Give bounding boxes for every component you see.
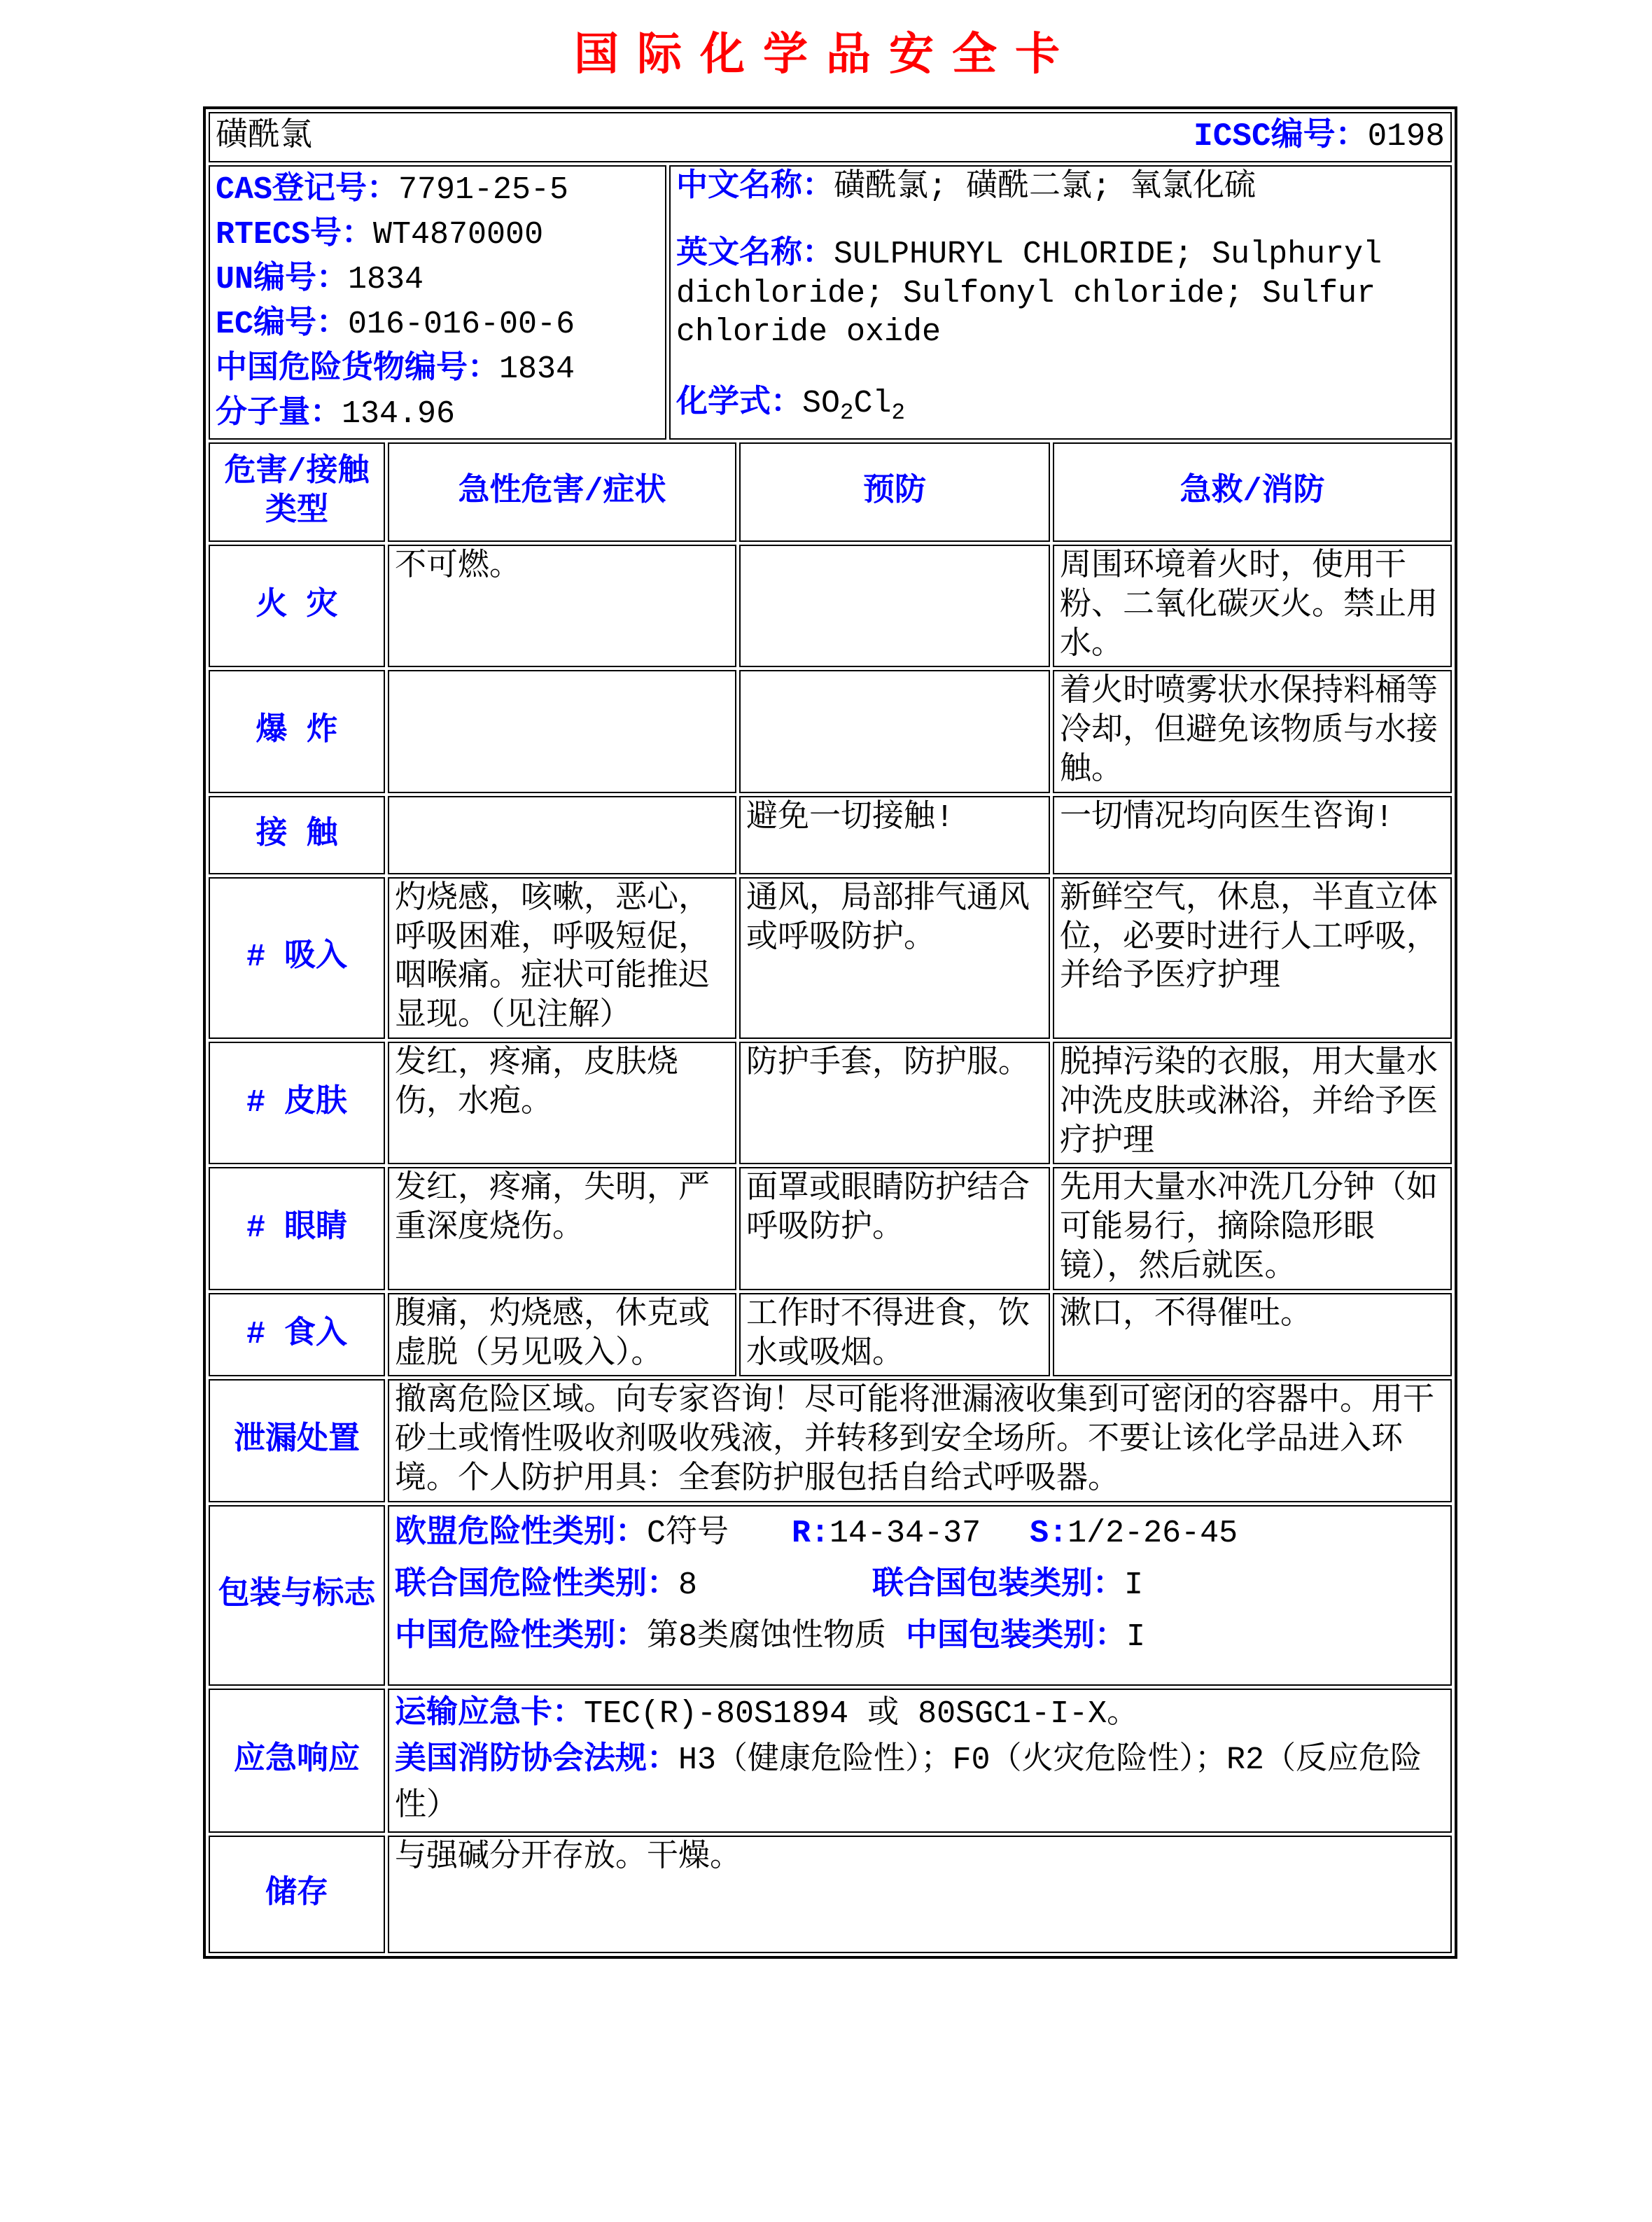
skin-label: # 皮肤: [209, 1042, 385, 1164]
emergency-text: [388, 1689, 1452, 1833]
row-storage: [209, 1836, 1452, 1953]
row-exposure: [209, 796, 1452, 874]
hazard-header-row: [209, 442, 1452, 542]
skin-symptoms: 发红，疼痛，皮肤烧伤，水疱。: [388, 1042, 736, 1164]
inhalation-label: # 吸入: [209, 877, 385, 1039]
row-fire: [209, 545, 1452, 667]
icsc-card: [203, 106, 1457, 1959]
inhalation-response: 新鲜空气，休息，半直立体位，必要时进行人工呼吸，并给予医疗护理: [1053, 877, 1452, 1039]
header-first-aid: 急救/消防: [1053, 442, 1452, 542]
inhalation-prevention: 通风，局部排气通风或呼吸防护。: [739, 877, 1050, 1039]
rtecs-number: RTECS号：WT4870000: [216, 217, 544, 253]
header-hazard-type: 危害/接触类型: [209, 442, 385, 542]
fire-response: 周围环境着火时，使用干粉、二氧化碳灭火。禁止用水。: [1053, 545, 1452, 667]
eyes-prevention: 面罩或眼睛防护结合呼吸防护。: [739, 1167, 1050, 1290]
chemical-formula: 化学式：$SO_2Cl_2$: [676, 386, 905, 426]
card-header-row: [209, 112, 1452, 162]
names-cell: [669, 165, 1452, 440]
skin-prevention: 防护手套，防护服。: [739, 1042, 1050, 1164]
identifiers-cell: [209, 165, 666, 440]
spillage-text: 撤离危险区域。向专家咨询！尽可能将泄漏液收集到可密闭的容器中。用干砂土或惰性吸收剂吸收残液，并转移到安全场所。不要让该化学品进入环境。个人防护用具：全套防护服包括自给式呼吸器。: [388, 1379, 1452, 1502]
exposure-prevention: 避免一切接触!: [739, 796, 1050, 874]
row-skin: [209, 1042, 1452, 1164]
inhalation-symptoms: 灼烧感，咳嗽，恶心，呼吸困难，呼吸短促，咽喉痛。症状可能推迟显现。（见注解）: [388, 877, 736, 1039]
page-title: 国际化学品安全卡: [574, 33, 1078, 83]
row-eyes: [209, 1167, 1452, 1290]
china-dg-number: 中国危险货物编号：1834: [216, 351, 575, 387]
packaging-label: 包装与标志: [209, 1505, 385, 1686]
fire-symptoms: 不可燃。: [388, 545, 736, 667]
icsc-number-value: 0198: [1367, 118, 1445, 155]
chinese-name: 中文名称：磺酰氯; 磺酰二氯; 氧氯化硫: [676, 169, 1256, 205]
eu-hazard-class-line: 欧盟危险性类别：C符号 R:14-34-37 S:1/2-26-45: [395, 1515, 1238, 1551]
explosion-response: 着火时喷雾状水保持料桶等冷却，但避免该物质与水接触。: [1053, 670, 1452, 792]
header-prevention: 预防: [739, 442, 1050, 542]
china-class-line: 中国危险性类别：第8类腐蚀性物质 中国包装类别：I: [395, 1619, 1146, 1655]
substance-name: 磺酰氯: [216, 118, 312, 155]
row-spillage: [209, 1379, 1452, 1502]
exposure-response: 一切情况均向医生咨询!: [1053, 796, 1452, 874]
packaging-text: [388, 1505, 1452, 1686]
fire-label: 火 灾: [209, 545, 385, 667]
ec-number: EC编号：016-016-00-6: [216, 307, 575, 342]
english-name: 英文名称：SULPHURYL CHLORIDE; Sulphuryl dichloride; Sulfonyl chloride; Sulfur chloride oxide: [676, 236, 1382, 351]
spillage-label: 泄漏处置: [209, 1379, 385, 1502]
ingestion-prevention: 工作时不得进食，饮水或吸烟。: [739, 1293, 1050, 1377]
skin-response: 脱掉污染的衣服，用大量水冲洗皮肤或淋浴，并给予医疗护理: [1053, 1042, 1452, 1164]
cas-number: CAS登记号：7791-25-5: [216, 172, 569, 208]
eyes-label: # 眼睛: [209, 1167, 385, 1290]
card-header-cell: [209, 112, 1452, 162]
explosion-symptoms: [388, 670, 736, 792]
info-row: [209, 165, 1452, 440]
eyes-symptoms: 发红，疼痛，失明，严重深度烧伤。: [388, 1167, 736, 1290]
exposure-label: 接 触: [209, 796, 385, 874]
nfpa-line: 美国消防协会法规：H3（健康危险性）；F0（火灾危险性）；R2（反应危险性）: [395, 1742, 1422, 1824]
row-emergency: [209, 1689, 1452, 1833]
header-acute-hazards: 急性危害/症状: [388, 442, 736, 542]
ingestion-label: # 食入: [209, 1293, 385, 1377]
ingestion-symptoms: 腹痛，灼烧感，休克或虚脱（另见吸入）。: [388, 1293, 736, 1377]
storage-label: 储存: [209, 1836, 385, 1953]
exposure-symptoms: [388, 796, 736, 874]
molecular-weight: 分子量：134.96: [216, 396, 456, 432]
row-packaging: [209, 1505, 1452, 1686]
explosion-label: 爆 炸: [209, 670, 385, 792]
un-number: UN编号：1834: [216, 262, 424, 298]
icsc-number: [1194, 117, 1445, 157]
row-inhalation: [209, 877, 1452, 1039]
explosion-prevention: [739, 670, 1050, 792]
row-explosion: [209, 670, 1452, 792]
storage-text: 与强碱分开存放。干燥。: [388, 1836, 1452, 1953]
eyes-response: 先用大量水冲洗几分钟（如可能易行，摘除隐形眼镜），然后就医。: [1053, 1167, 1452, 1290]
emergency-label: 应急响应: [209, 1689, 385, 1833]
icsc-number-label: ICSC编号：: [1194, 118, 1368, 155]
transport-emergency-card-line: 运输应急卡：TEC(R)-80S1894 或 80SGC1-I-X。: [395, 1696, 1139, 1732]
ingestion-response: 漱口，不得催吐。: [1053, 1293, 1452, 1377]
fire-prevention: [739, 545, 1050, 667]
un-class-line: 联合国危险性类别：8 联合国包装类别：I: [395, 1567, 1144, 1603]
row-ingestion: [209, 1293, 1452, 1377]
